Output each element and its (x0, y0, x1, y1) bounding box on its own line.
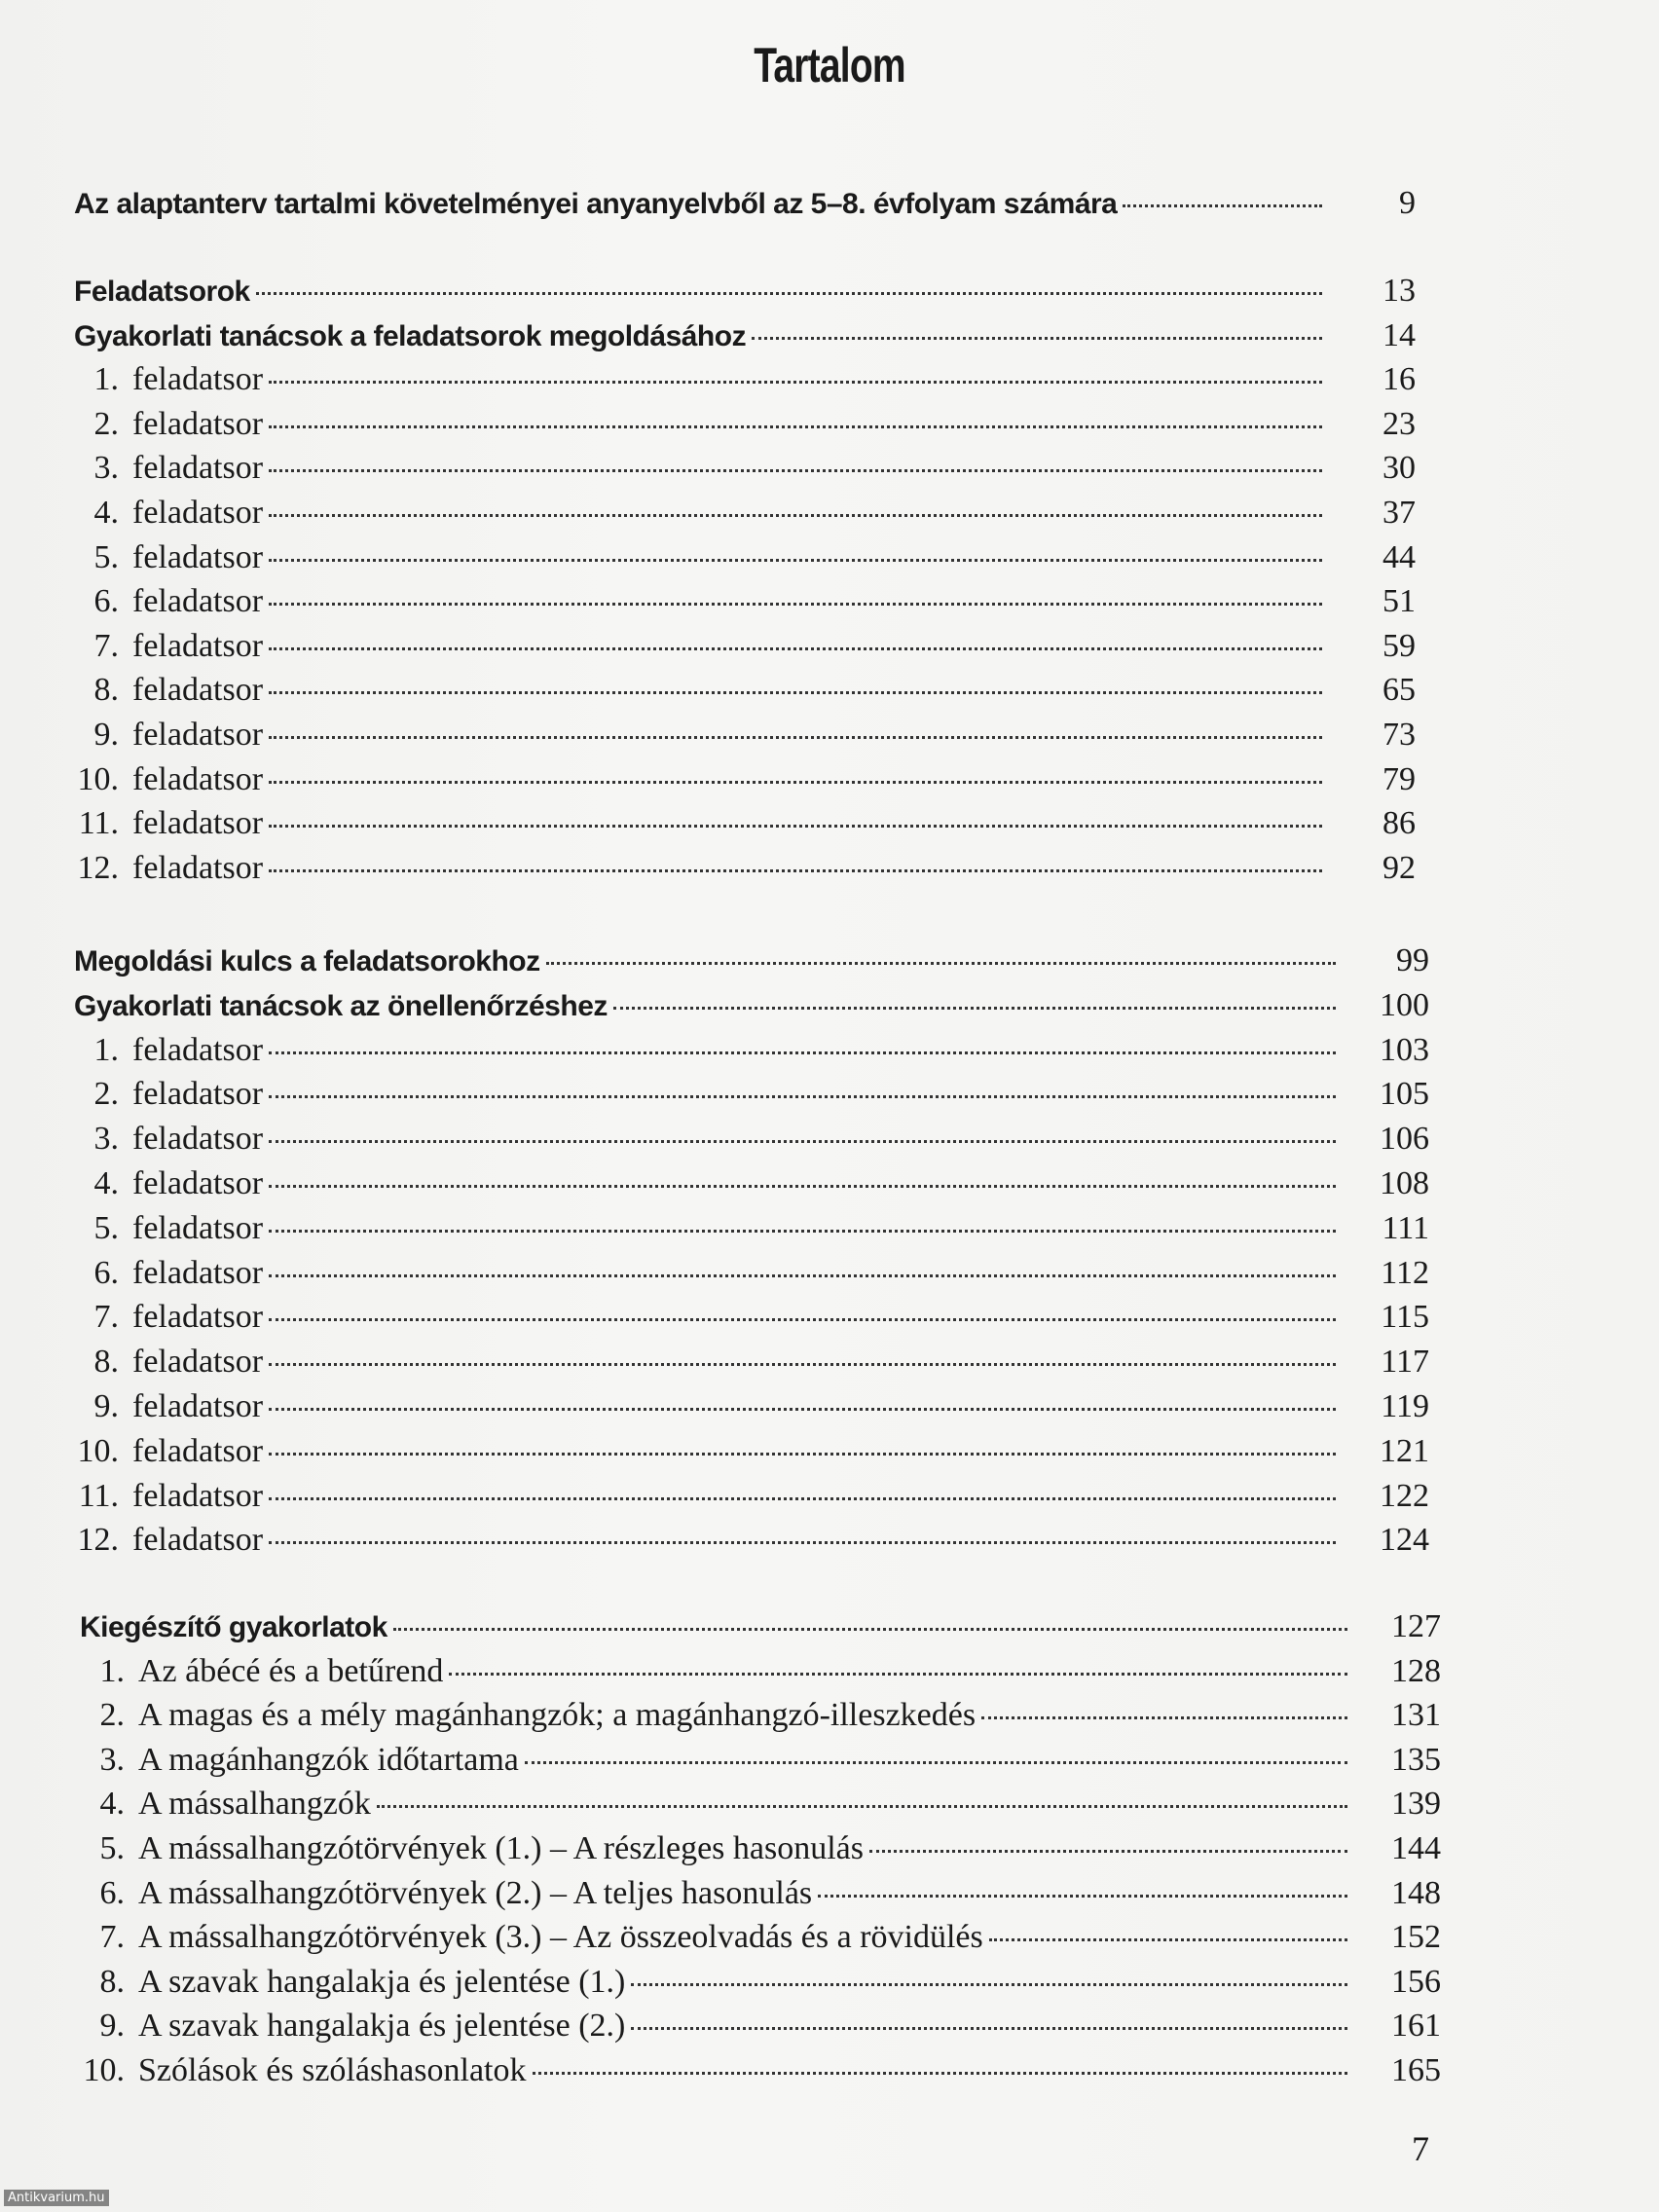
toc-heading-label: Gyakorlati tanácsok a feladatsorok megoldásához (74, 319, 747, 352)
toc-item-label: feladatsor (132, 450, 264, 487)
toc-item-number: 9. (99, 2008, 125, 2045)
toc-item-label: A mássalhangzótörvények (3.) – Az összeolvadás és a rövidülés (138, 1919, 983, 1956)
toc-item-number: 6. (93, 583, 119, 620)
toc-item-number: 11. (78, 805, 119, 842)
toc-row (60, 717, 1416, 761)
toc-row (74, 987, 1429, 1032)
toc-page-number: 128 (1391, 1652, 1441, 1689)
toc-row (60, 1344, 1429, 1388)
toc-row (66, 1875, 1441, 1920)
toc-item-number: 8. (93, 672, 119, 709)
dot-leader (533, 2072, 1348, 2075)
toc-page-number: 37 (1382, 495, 1416, 531)
toc-item-label: feladatsor (132, 361, 264, 398)
dot-leader (377, 1805, 1347, 1808)
toc-item-number: 9. (93, 717, 119, 753)
toc-row (74, 317, 1416, 362)
dot-leader (269, 381, 1322, 384)
toc-row (66, 1653, 1441, 1698)
dot-leader (269, 1230, 1336, 1233)
dot-leader (1123, 204, 1322, 207)
dot-leader (269, 691, 1322, 694)
toc-page-number: 59 (1382, 627, 1416, 664)
dot-leader (269, 1318, 1336, 1321)
toc-item-number: 10. (77, 1432, 119, 1469)
toc-row (74, 185, 1416, 230)
toc-item-number: 3. (93, 1121, 119, 1158)
toc-item-label: A szavak hangalakja és jelentése (2.) (138, 2008, 626, 2045)
toc-page-number: 139 (1391, 1786, 1441, 1823)
dot-leader (269, 1185, 1336, 1188)
dot-leader (269, 647, 1322, 650)
toc-page-number: 73 (1382, 717, 1416, 753)
dot-leader (631, 2027, 1347, 2030)
toc-item-label: Szólások és szóláshasonlatok (138, 2052, 527, 2088)
toc-page-number: 9 (1399, 185, 1416, 221)
toc-item-number: 1. (93, 1031, 119, 1068)
toc-row (66, 1964, 1441, 2009)
toc-item-number: 5. (93, 538, 119, 575)
toc-page-number: 119 (1381, 1388, 1429, 1424)
toc-page-number: 86 (1382, 805, 1416, 842)
toc-item-label: feladatsor (132, 1121, 264, 1158)
toc-item-number: 2. (99, 1697, 125, 1734)
toc-page-number: 152 (1391, 1919, 1441, 1956)
toc-item-number: 5. (93, 1209, 119, 1246)
toc-row (60, 1478, 1429, 1523)
dot-leader (269, 1541, 1336, 1544)
toc-page-number: 51 (1382, 583, 1416, 620)
dot-leader (269, 1095, 1336, 1098)
toc-item-label: feladatsor (132, 583, 264, 620)
toc-item-label: A mássalhangzótörvények (2.) – A teljes hasonulás (138, 1874, 813, 1911)
toc-page-number: 124 (1380, 1522, 1429, 1559)
toc-row (66, 2008, 1441, 2052)
toc-item-label: feladatsor (132, 627, 264, 664)
toc-page-number: 14 (1382, 316, 1416, 353)
toc-row (66, 1919, 1441, 1964)
toc-page-number: 23 (1382, 405, 1416, 442)
dot-leader (269, 469, 1322, 472)
toc-row (66, 1697, 1441, 1742)
toc-row (60, 1165, 1429, 1210)
dot-leader (869, 1850, 1347, 1853)
dot-leader (269, 1140, 1336, 1143)
toc-item-label: A mássalhangzótörvények (1.) – A részleges hasonulás (138, 1830, 864, 1866)
toc-page-number: 65 (1382, 672, 1416, 709)
toc-item-number: 1. (93, 361, 119, 398)
toc-item-label: feladatsor (132, 1299, 264, 1336)
toc-row (60, 495, 1416, 539)
dot-leader (818, 1895, 1347, 1898)
toc-item-label: feladatsor (132, 1031, 264, 1068)
toc-row (80, 1608, 1441, 1653)
toc-item-label: feladatsor (132, 1477, 264, 1514)
page-title: Tartalom (754, 38, 905, 92)
toc-item-number: 10. (77, 760, 119, 797)
dot-leader (989, 1938, 1347, 1941)
toc-page-number: 112 (1381, 1254, 1429, 1291)
toc-page-number: 16 (1382, 361, 1416, 398)
toc-item-label: feladatsor (132, 717, 264, 753)
dot-leader (546, 962, 1336, 965)
toc-row (60, 1433, 1429, 1478)
toc-heading-label: Gyakorlati tanácsok az önellenőrzéshez (74, 989, 608, 1022)
toc-heading-label: Feladatsorok (74, 276, 250, 308)
toc-item-number: 2. (93, 405, 119, 442)
toc-item-number: 8. (93, 1344, 119, 1381)
toc-item-label: A magánhangzók időtartama (138, 1741, 519, 1778)
toc-row (66, 2052, 1441, 2097)
dot-leader (269, 425, 1322, 428)
toc-page-number: 103 (1380, 1031, 1429, 1068)
toc-item-number: 7. (93, 627, 119, 664)
toc-row (60, 850, 1416, 895)
toc-item-label: feladatsor (132, 849, 264, 886)
toc-row (66, 1786, 1441, 1830)
toc-row (60, 1255, 1429, 1300)
dot-leader (269, 781, 1322, 784)
toc-page-number: 108 (1380, 1165, 1429, 1201)
toc-page-number: 135 (1391, 1741, 1441, 1778)
toc-row (60, 628, 1416, 673)
toc-item-number: 7. (99, 1919, 125, 1956)
toc-page-number: 117 (1381, 1344, 1429, 1381)
toc-row (60, 583, 1416, 628)
dot-leader (269, 1051, 1336, 1054)
toc-item-label: feladatsor (132, 495, 264, 531)
toc-page-number: 100 (1380, 986, 1429, 1023)
toc-page-number: 122 (1380, 1477, 1429, 1514)
toc-item-label: feladatsor (132, 672, 264, 709)
toc-item-label: feladatsor (132, 1388, 264, 1424)
toc-page-number: 105 (1380, 1076, 1429, 1113)
toc-row (60, 1121, 1429, 1165)
dot-leader (752, 337, 1322, 340)
toc-row (66, 1830, 1441, 1875)
toc-item-number: 10. (83, 2052, 125, 2088)
toc-page-number: 79 (1382, 760, 1416, 797)
toc-row (60, 1032, 1429, 1077)
toc-item-label: feladatsor (132, 805, 264, 842)
watermark: Antikvarium.hu (4, 2190, 109, 2206)
toc-item-number: 11. (78, 1477, 119, 1514)
dot-leader (269, 514, 1322, 517)
toc-page-number: 144 (1391, 1830, 1441, 1866)
dot-leader (269, 869, 1322, 872)
toc-item-label: feladatsor (132, 405, 264, 442)
dot-leader (269, 1363, 1336, 1366)
toc-item-label: feladatsor (132, 1254, 264, 1291)
dot-leader (269, 559, 1322, 562)
dot-leader (269, 1453, 1336, 1456)
toc-row (60, 450, 1416, 495)
dot-leader (269, 1497, 1336, 1500)
toc-row (66, 1742, 1441, 1787)
toc-item-label: feladatsor (132, 1209, 264, 1246)
toc-page-number: 165 (1391, 2052, 1441, 2088)
toc-item-number: 3. (93, 450, 119, 487)
toc-heading-label: Megoldási kulcs a feladatsorokhoz (74, 945, 540, 977)
toc-page-number: 30 (1382, 450, 1416, 487)
toc-row (60, 361, 1416, 406)
toc-item-label: Az ábécé és a betűrend (138, 1652, 444, 1689)
toc-page-number: 127 (1391, 1608, 1441, 1644)
toc-row (60, 805, 1416, 850)
toc-item-number: 3. (99, 1741, 125, 1778)
toc-item-number: 12. (77, 1522, 119, 1559)
toc-page-number: 161 (1391, 2008, 1441, 2045)
dot-leader (393, 1628, 1347, 1631)
toc-row (60, 406, 1416, 451)
toc-item-number: 9. (93, 1388, 119, 1424)
dot-leader (269, 1408, 1336, 1411)
toc-row (74, 273, 1416, 317)
toc-row (60, 1076, 1429, 1121)
toc-page-number: 148 (1391, 1874, 1441, 1911)
toc-item-label: feladatsor (132, 538, 264, 575)
toc-item-label: feladatsor (132, 760, 264, 797)
toc-item-number: 7. (93, 1299, 119, 1336)
toc-row (74, 942, 1429, 987)
toc-item-number: 1. (99, 1652, 125, 1689)
toc-item-number: 6. (99, 1874, 125, 1911)
dot-leader (981, 1716, 1347, 1719)
toc-row (60, 761, 1416, 806)
dot-leader (269, 736, 1322, 739)
toc-heading-label: Kiegészítő gyakorlatok (80, 1611, 387, 1643)
toc-page-number: 99 (1396, 942, 1429, 978)
toc-row (60, 1388, 1429, 1433)
toc-item-number: 12. (77, 849, 119, 886)
toc-row (60, 1299, 1429, 1344)
toc-item-number: 6. (93, 1254, 119, 1291)
toc-heading-label: Az alaptanterv tartalmi követelményei anyanyelvből az 5–8. évfolyam számára (74, 188, 1118, 220)
dot-leader (269, 1274, 1336, 1277)
page-number: 7 (1412, 2129, 1429, 2168)
dot-leader (449, 1673, 1347, 1676)
dot-leader (631, 1983, 1347, 1986)
dot-leader (256, 292, 1322, 295)
toc-item-label: feladatsor (132, 1522, 264, 1559)
toc-item-label: A szavak hangalakja és jelentése (1.) (138, 1963, 626, 2000)
toc-page-number: 131 (1391, 1697, 1441, 1734)
toc-item-label: feladatsor (132, 1432, 264, 1469)
toc-item-number: 4. (93, 495, 119, 531)
toc-page-number: 92 (1382, 849, 1416, 886)
toc-item-number: 4. (93, 1165, 119, 1201)
dot-leader (269, 825, 1322, 828)
toc-page-number: 44 (1382, 538, 1416, 575)
toc-item-label: feladatsor (132, 1076, 264, 1113)
toc-item-label: A mássalhangzók (138, 1786, 371, 1823)
toc-page-number: 106 (1380, 1121, 1429, 1158)
toc-page-number: 115 (1381, 1299, 1429, 1336)
toc-page-number: 156 (1391, 1963, 1441, 2000)
dot-leader (525, 1761, 1347, 1764)
toc-row (60, 1522, 1429, 1567)
toc-item-number: 8. (99, 1963, 125, 2000)
toc-row (60, 539, 1416, 584)
toc-item-label: A magas és a mély magánhangzók; a magánhangzó-illeszkedés (138, 1697, 977, 1734)
toc-item-label: feladatsor (132, 1344, 264, 1381)
dot-leader (613, 1007, 1336, 1010)
toc-page-number: 13 (1382, 273, 1416, 309)
toc-item-number: 4. (99, 1786, 125, 1823)
toc-row (60, 672, 1416, 717)
dot-leader (269, 603, 1322, 606)
toc-item-number: 2. (93, 1076, 119, 1113)
toc-row (60, 1210, 1429, 1255)
toc-page-number: 111 (1382, 1209, 1429, 1246)
toc-item-number: 5. (99, 1830, 125, 1866)
toc-page-number: 121 (1380, 1432, 1429, 1469)
toc-item-label: feladatsor (132, 1165, 264, 1201)
